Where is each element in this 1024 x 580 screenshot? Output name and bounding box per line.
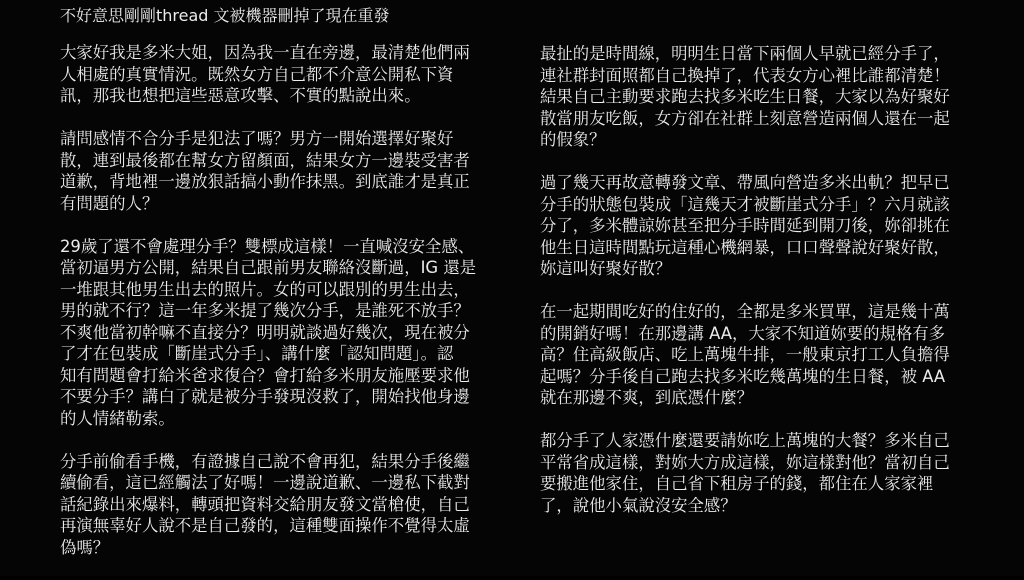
paragraph: 最扯的是時間線，明明生日當下兩個人早就已經分手了， 連社群封面照都自己換掉了，代表女方心裡比誰都清楚！ 結果自己主動要求跑去找多米吃生日餐，大家以為好聚好 散當朋友吃飯，女方卻在社群上刻意營造兩個人還在一起 的假象？: [540, 44, 950, 149]
paragraph: 過了幾天再故意轉發文章、帶風向營造多米出軌？把早已 分手的狀態包裝成「這幾天才被斷崖式分手」？六月就該 分了，多米體諒妳甚至把分手時間延到開刀後，妳卻挑在 他生日這時間點玩這種心機網暴，口口聲聲說好聚好散， 妳這叫好聚好散？: [540, 173, 950, 278]
paragraph: 在一起期間吃好的住好的，全都是多米買單，這是幾十萬 的開銷好嗎！在那邊講 AA，大家不知道妳要的規格有多 高？住高級飯店、吃上萬塊牛排，一般東京打工人負擔得 起嗎？分手後自己跑去找多米吃幾萬塊的生日餐，被 AA 就在那邊不爽，到底憑什麼？: [540, 302, 950, 407]
paragraph: 29歲了還不會處理分手？雙標成這樣！一直喊沒安全感、 當初逼男方公開，結果自己跟前男友聯絡沒斷過，IG 還是 一堆跟其他男生出去的照片。女的可以跟別的男生出去， 男的就不行？這一年多米提了幾次分手，是誰死不放手？ 不爽他當初幹嘛不直接分？明明就談過好幾次，現在被分 了才在包裝成「斷崖式分手」、講什麼「認知問題」。認 知有問題會打給米爸求復合？會打給多米朋友施壓要求他 不要分手？講白了就是被分手發現沒救了，開始找他身邊 的人情緒勒索。: [60, 236, 477, 428]
post-title: 不好意思剛剛thread 文被機器刪掉了現在重發: [60, 6, 390, 25]
left-column: [60, 42, 512, 580]
paragraph: 請問感情不合分手是犯法了嗎？男方一開始選擇好聚好 散，連到最後都在幫女方留顏面，結果女方一邊裝受害者 道歉，背地裡一邊放狠話搞小動作抹黑。到底誰才是真正 有問題的人？: [60, 129, 470, 213]
paragraph: 都分手了人家憑什麼還要請妳吃上萬塊的大餐？多米自己 平常省成這樣，對妳大方成這樣，妳這樣對他？當初自己 要搬進他家住，自己省下租房子的錢，都住在人家家裡 了，說他小氣說沒安全感？: [540, 431, 950, 515]
right-column: [540, 43, 1000, 538]
paragraph: 大家好我是多米大姐，因為我一直在旁邊，最清楚他們兩 人相處的真實情況。既然女方自己都不介意公開私下資 訊，那我也想把這些惡意攻擊、不實的點說出來。: [60, 43, 470, 105]
paragraph: 分手前偷看手機，有證據自己說不會再犯，結果分手後繼 續偷看，這已經觸法了好嗎！一邊說道歉、一邊私下截對 話紀錄出來爆料，轉頭把資料交給朋友發文當槍使，自己 再演無辜好人說不是自己發的，這種雙面操作不覺得太虛 偽嗎？: [60, 451, 470, 557]
